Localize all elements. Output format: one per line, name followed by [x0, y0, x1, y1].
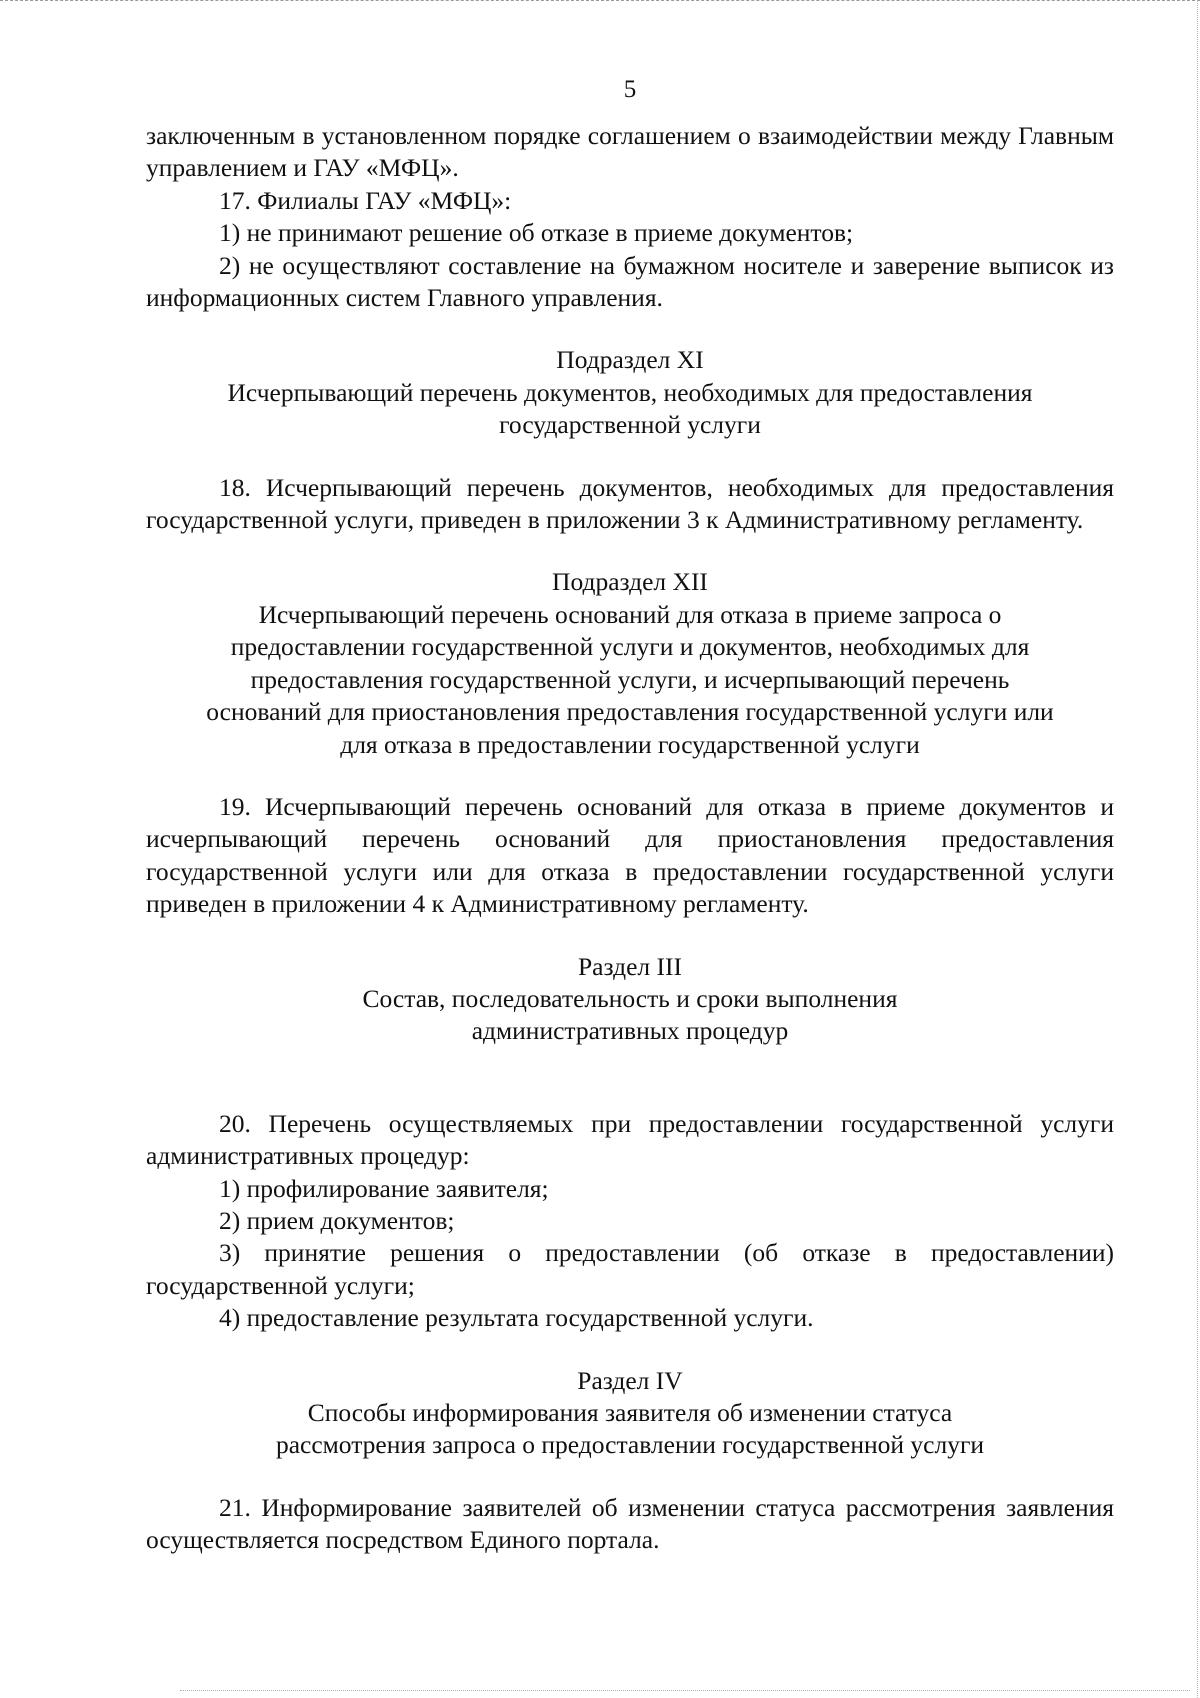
subsection-xii-title-line: предоставления государственной услуги, и исчерпывающий перечень [250, 664, 1010, 694]
scan-edge-top [0, 0, 1200, 3]
spacer [146, 921, 1114, 951]
subsection-xi-label: Подраздел XI [556, 345, 704, 375]
subsection-xi-title-line: Исчерпывающий перечень документов, необходимых для предоставления [227, 377, 1033, 407]
item-18: 18. Исчерпывающий перечень документов, необходимых для предоставления государственной услуги, приведен в приложении 3 к Административному регламенту. [146, 472, 1114, 535]
item-21: 21. Информирование заявителей об изменении статуса рассмотрения заявления осуществляется посредством Единого портала. [146, 1492, 1114, 1555]
item-20: 20. Перечень осуществляемых при предоставлении государственной услуги административных процедур: [146, 1108, 1114, 1171]
item-20-3: 3) принятие решения о предоставлении (об отказе в предоставлении) государственной услуги; [146, 1238, 1114, 1300]
spacer [146, 1048, 1114, 1108]
spacer [146, 761, 1114, 791]
spacer [146, 536, 1114, 566]
spacer [146, 442, 1114, 472]
subsection-xi-title-line: государственной услуги [499, 410, 761, 440]
section-iv-title-line: рассмотрения запроса о предоставлении государственной услуги [275, 1430, 985, 1460]
document-body [146, 120, 1114, 1557]
item-20-2: 2) прием документов; [219, 1205, 455, 1235]
scan-edge-right [1197, 0, 1199, 1698]
subsection-xii-title-line: для отказа в предоставлении государственной услуги [340, 729, 920, 759]
item-20-4: 4) предоставление результата государственной услуги. [219, 1303, 814, 1333]
spacer [146, 1462, 1114, 1492]
subsection-xii-title-line: предоставлении государственной услуги и документов, необходимых для [230, 632, 1030, 662]
page-number: 5 [623, 76, 637, 103]
item-20-1: 1) профилирование заявителя; [219, 1173, 549, 1203]
subsection-xii-label: Подраздел XII [552, 567, 708, 597]
section-iv-title-line: Способы информирования заявителя об изменении статуса [307, 1398, 953, 1427]
item-19: 19. Исчерпывающий перечень оснований для отказа в приеме документов и исчерпывающий перечень оснований для приостановления предоставления государственной услуги или для отказа в предоставлении государственной услуги приведен в приложении 4 к Административному регламенту. [146, 791, 1114, 919]
subsection-xii-title-line: оснований для приостановления предоставления государственной услуги или [206, 697, 1054, 727]
spacer [146, 314, 1114, 344]
item-17-2: 2) не осуществляют составление на бумажном носителе и заверение выписок из информационных систем Главного управления. [146, 250, 1114, 313]
scan-edge-bottom [180, 1690, 1190, 1692]
continuation-paragraph: заключенным в установленном порядке соглашением о взаимодействии между Главным управлением и ГАУ «МФЦ». [146, 121, 1114, 183]
item-17: 17. Филиалы ГАУ «МФЦ»: [219, 185, 512, 215]
subsection-xii-title-line: Исчерпывающий перечень оснований для отказа в приеме запроса о [258, 599, 1002, 629]
section-iii-title-line: административных процедур [471, 1016, 789, 1046]
item-17-1: 1) не принимают решение об отказе в приеме документов; [219, 218, 854, 248]
spacer [146, 1335, 1114, 1365]
section-iii-label: Раздел III [578, 951, 682, 981]
section-iv-label: Раздел IV [577, 1365, 683, 1395]
section-iii-title-line: Состав, последовательность и сроки выполнения [362, 983, 898, 1013]
